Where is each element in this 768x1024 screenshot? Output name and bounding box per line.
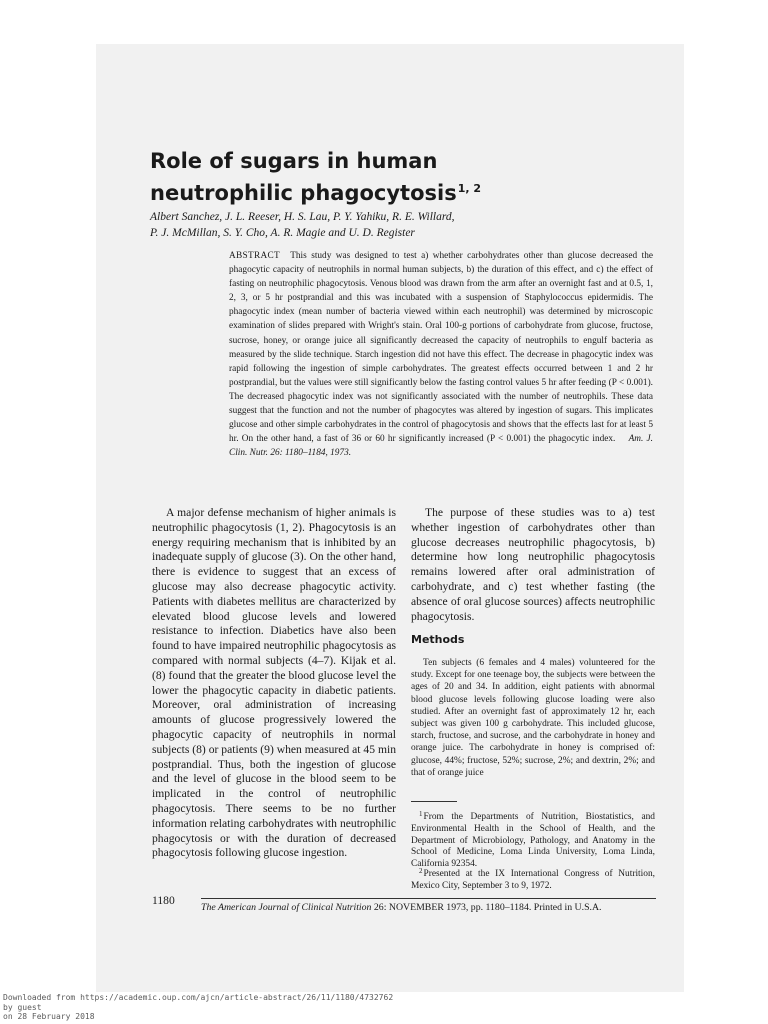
- body-left-column: A major defense mechanism of higher animals is neutrophilic phagocytosis (1, 2). Phagocytosis is an energy requiring mechanism that is inhibited by an inadequate supply of glucose (3). On the other hand, there is evidence to suggest that an excess of glucose may also decrease phagocytic activity. Patients with diabetes mellitus are characterized by elevated blood glucose levels and lowered resistance to infection. Diabetics have also been found to have impaired neutrophilic phagocytosis as compared with normal subjects (4–7). Kijak et al. (8) found that the greater the blood glucose level the lower the phagocytic capacity in diabetic patients. Moreover, oral administration of increasing amounts of glucose progressively lowered the phagocytic capacity of neutrophils in normal subjects (8) or patients (9) when measured at 45 min postprandial. Thus, both the ingestion of glucose and the level of glucose in the blood seem to be implicated in the control of neutrophilic phagocytosis. There seems to be no further information relating carbohydrates with neutrophilic phagocytosis or with the duration of decreased phagocytosis following glucose ingestion.: [152, 506, 396, 860]
- methods-text: Ten subjects (6 females and 4 males) volunteered for the study. Except for one teenage boy, the subjects were between the ages of 20 and 34. In addition, eight patients with abnormal blood glucose levels following glucose loading were also studied. After an overnight fast of approximately 12 hr, each subject was given 100 g carbohydrate. This included glucose, starch, fructose, and sucrose, and the carbohydrate in honey and orange juice. The carbohydrate in honey is comprised of: glucose, 44%; fructose, 52%; sucrose, 2%; and dextrin, 2%; and that of orange juice: [411, 658, 655, 778]
- journal-footer: [201, 898, 656, 915]
- abstract-text: This study was designed to test a) whether carbohydrates other than glucose decreased the phagocytic capacity of neutrophils in normal human subjects, b) the duration of this effect, and c) the effect of fasting on neutrophilic phagocytosis. Venous blood was drawn from the arm after an overnight fast and at 0.5, 1, 2, 3, or 5 hr postprandial and this was incubated with a suspension of Staphylococcus epidermidis. The phagocytic index (mean number of bacteria viewed within each neutrophil) was determined by microscopic examination of slides prepared with Wright's stain. Oral 100-g portions of carbohydrate from glucose, fructose, sucrose, honey, or orange juice all significantly decreased the capacity of neutrophils to engulf bacteria as measured by the slide technique. Starch ingestion did not have this effect. The decrease in phagocytic index was rapid following the ingestion of simple carbohydrates. The greatest effects occurred between 1 and 2 hr postprandial, but the values were still significantly below the fasting control values 5 hr after feeding (P < 0.001). The decreased phagocytic index was not significantly associated with the number of neutrophils. These data suggest that the function and not the number of phagocytes was altered by ingestion of sugars. This implicates glucose and other simple carbohydrates in the control of phagocytosis and shows that the effects last for at least 5 hr. On the other hand, a fast of 36 or 60 hr significantly increased (P < 0.001) the phagocytic index.: [229, 251, 653, 445]
- author-list: [150, 210, 570, 241]
- footnote-2-mark: 2: [419, 867, 423, 875]
- title-text: Role of sugars in human neutrophilic phagocytosis: [150, 149, 457, 205]
- journal-name: The American Journal of Clinical Nutrition: [201, 902, 372, 913]
- abstract: [229, 249, 653, 460]
- footnote-1-mark: 1: [419, 810, 423, 818]
- abstract-label: ABSTRACT: [229, 251, 280, 261]
- footnote-divider: [411, 801, 457, 802]
- body-right-intro: The purpose of these studies was to a) test whether ingestion of carbohydrates other than glucose decreases neutrophilic phagocytosis, b) determine how long neutrophilic phagocytosis remains lowered after oral administration of carbohydrate, and c) test whether fasting (the absence of oral glucose sources) affects neutrophilic phagocytosis.: [411, 506, 655, 623]
- methods-heading: Methods: [411, 633, 465, 646]
- footnote-1-text: From the Departments of Nutrition, Biostatistics, and Environmental Health in the School of Health, and the Department of Microbiology, Pathology, and Anatomy in the School of Medicine, Loma Linda University, Loma Linda, California 92354.: [411, 812, 655, 870]
- footnote-2: [411, 866, 655, 893]
- authors-line-1: Albert Sanchez, J. L. Reeser, H. S. Lau, P. Y. Yahiku, R. E. Willard,: [150, 211, 455, 223]
- journal-info: 26: NOVEMBER 1973, pp. 1180–1184. Printed in U.S.A.: [373, 902, 602, 913]
- authors-line-2: P. J. McMillan, S. Y. Cho, A. R. Magie and U. D. Register: [150, 226, 415, 239]
- footnote-1: [411, 809, 655, 871]
- footnote-2-text: Presented at the IX International Congress of Nutrition, Mexico City, September 3 to 9, 1972.: [411, 869, 655, 891]
- article-title: [150, 148, 570, 207]
- abstract-citation: Am. J. Clin. Nutr. 26: 1180–1184, 1973.: [229, 434, 653, 459]
- page-number: 1180: [152, 894, 175, 907]
- download-notice-line-3: on 28 February 2018: [3, 1012, 95, 1021]
- download-notice[interactable]: [3, 993, 403, 1022]
- download-notice-line-1[interactable]: Downloaded from https://academic.oup.com/ajcn/article-abstract/26/11/1180/4732762: [3, 993, 394, 1002]
- download-notice-line-2: by guest: [3, 1002, 42, 1012]
- title-footnote-marks: 1, 2: [457, 182, 482, 195]
